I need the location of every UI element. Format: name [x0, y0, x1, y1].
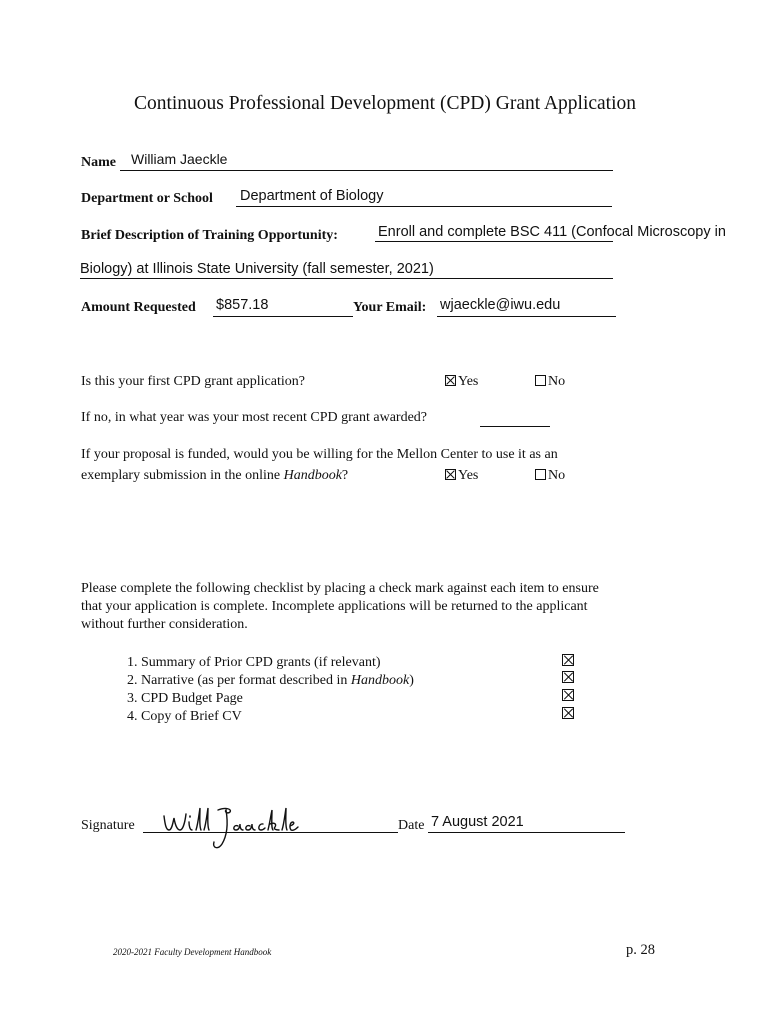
- name-underline: [120, 170, 613, 171]
- amount-underline: [213, 316, 353, 317]
- first-application-question: Is this your first CPD grant application?: [81, 374, 305, 389]
- question-mark: ?: [341, 468, 349, 483]
- checklist-item-3-checkbox[interactable]: [562, 689, 574, 701]
- yes-label: Yes: [458, 468, 479, 483]
- signature-field[interactable]: [156, 800, 306, 855]
- email-label: Your Email:: [353, 300, 427, 315]
- checklist-item-4: 4. Copy of Brief CV: [127, 709, 242, 724]
- amount-label: Amount Requested: [81, 300, 196, 315]
- footer-handbook: 2020-2021 Faculty Development Handbook: [113, 947, 272, 957]
- name-label: Name: [81, 155, 116, 170]
- email-underline: [437, 316, 616, 317]
- first-application-yes-checkbox[interactable]: [445, 375, 456, 386]
- recent-award-question: If no, in what year was your most recent CPD grant awarded?: [81, 410, 428, 425]
- checklist-item-2-text: 2. Narrative (as per format described in: [127, 673, 351, 688]
- checklist-item-2-checkbox[interactable]: [562, 671, 574, 683]
- exemplary-text: exemplary submission in the online: [81, 468, 284, 483]
- date-field[interactable]: 7 August 2021: [431, 814, 524, 830]
- date-label: Date: [398, 818, 425, 833]
- no-label: No: [548, 374, 566, 389]
- checklist-item-1-checkbox[interactable]: [562, 654, 574, 666]
- page-title: Continuous Professional Development (CPD) Grant Application: [133, 93, 637, 114]
- checklist-intro-line-3: without further consideration.: [81, 617, 248, 632]
- checklist-intro-line-1: Please complete the following checklist by placing a check mark against each item to ensure: [81, 581, 599, 596]
- exemplary-yes-checkbox[interactable]: [445, 469, 456, 480]
- checklist-item-2-handbook: Handbook: [350, 673, 410, 688]
- handwritten-signature: [156, 800, 306, 855]
- department-field[interactable]: Department of Biology: [240, 188, 384, 204]
- exemplary-question-line-2: [81, 468, 348, 484]
- exemplary-no[interactable]: [535, 468, 565, 484]
- department-underline: [236, 206, 612, 207]
- checklist-intro-line-2: that your application is complete. Incomplete applications will be returned to the applicant: [81, 599, 588, 614]
- description-label: Brief Description of Training Opportunity:: [81, 228, 338, 243]
- date-underline: [428, 832, 625, 833]
- description-underline-1: [375, 241, 613, 242]
- handbook-emphasis: Handbook: [283, 468, 342, 483]
- checklist-item-1: 1. Summary of Prior CPD grants (if relevant): [127, 655, 381, 670]
- name-field[interactable]: William Jaeckle: [131, 151, 228, 167]
- first-application-yes[interactable]: [445, 374, 478, 390]
- checklist-item-2: [127, 672, 414, 690]
- email-field[interactable]: wjaeckle@iwu.edu: [440, 297, 561, 313]
- description-field-line-2[interactable]: Biology) at Illinois State University (fall semester, 2021): [80, 261, 434, 277]
- checklist-item-4-checkbox[interactable]: [562, 707, 574, 719]
- signature-label: Signature: [81, 818, 135, 833]
- recent-award-year-field[interactable]: [480, 426, 550, 427]
- exemplary-question-line-1: If your proposal is funded, would you be willing for the Mellon Center to use it as an: [81, 447, 558, 462]
- page-number: p. 28: [626, 942, 655, 958]
- exemplary-yes[interactable]: [445, 468, 478, 484]
- first-application-no-checkbox[interactable]: [535, 375, 546, 386]
- exemplary-no-checkbox[interactable]: [535, 469, 546, 480]
- description-field-line-1[interactable]: Enroll and complete BSC 411 (Confocal Microscopy in: [378, 224, 726, 240]
- no-label: No: [548, 468, 566, 483]
- description-underline-2: [80, 278, 613, 279]
- amount-field[interactable]: $857.18: [216, 297, 269, 313]
- yes-label: Yes: [458, 374, 479, 389]
- checklist-item-3: 3. CPD Budget Page: [127, 691, 243, 706]
- first-application-no[interactable]: [535, 374, 565, 390]
- department-label: Department or School: [81, 191, 213, 206]
- checklist-item-2-close: ): [409, 673, 414, 688]
